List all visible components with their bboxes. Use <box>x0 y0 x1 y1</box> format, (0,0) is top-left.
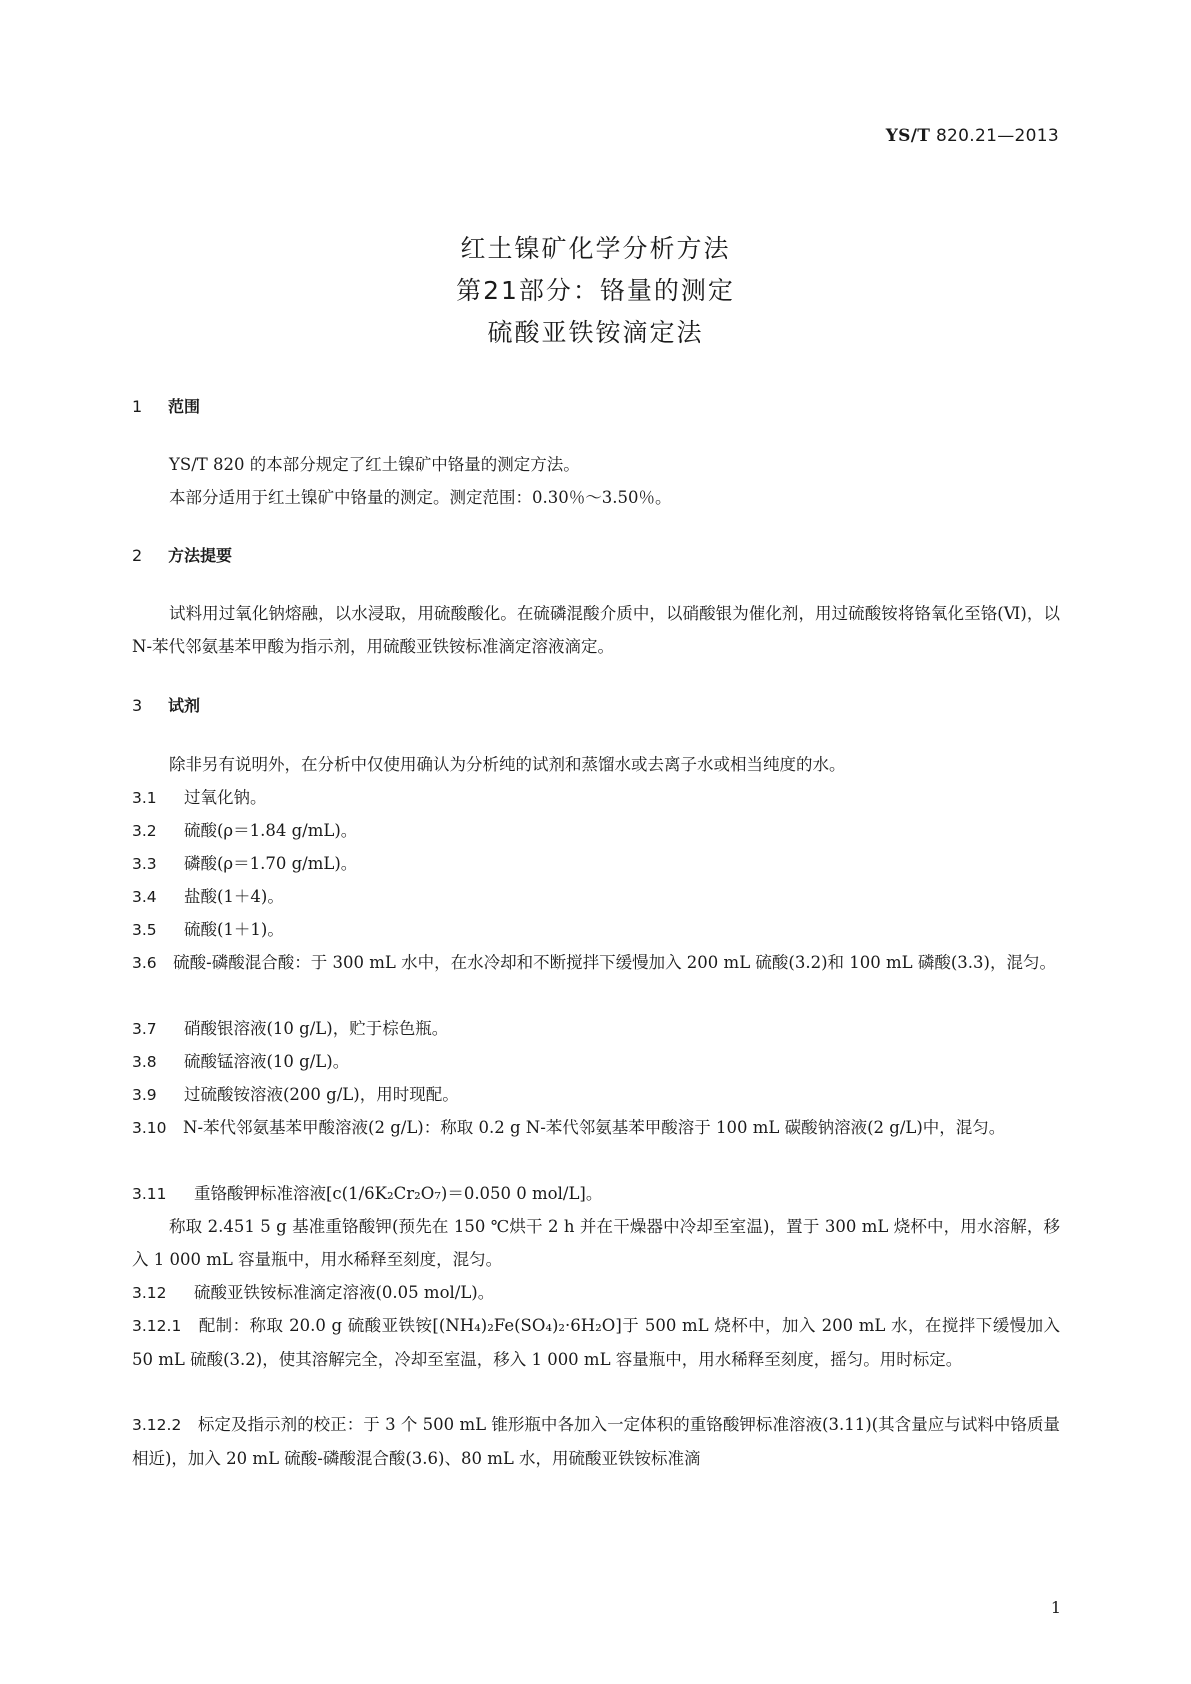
list-item: 3.2 硫酸(ρ＝1.84 g/mL)。 <box>132 821 358 840</box>
section-number: 3 <box>132 696 143 715</box>
section-number: 1 <box>132 397 143 416</box>
title-line-3: 硫酸亚铁铵滴定法 <box>487 318 704 347</box>
section-1-paragraph-1: YS/T 820 的本部分规定了红土镍矿中铬量的测定方法。 <box>169 455 580 474</box>
list-item: 3.8 硫酸锰溶液(10 g/L)。 <box>132 1052 350 1071</box>
title-line-2: 第21部分：铬量的测定 <box>456 276 735 305</box>
section-2-paragraph: 试料用过氧化钠熔融，以水浸取，用硫酸酸化。在硫磷混酸介质中，以硝酸银为催化剂，用过硫酸铵将铬氧化至铬(Ⅵ)，以 N-苯代邻氨基苯甲酸为指示剂，用硫酸亚铁铵标准滴定溶液滴定。 <box>132 604 1060 656</box>
standard-code: 820.21—2013 <box>935 126 1059 146</box>
section-title: 试剂 <box>168 696 201 715</box>
section-1-heading <box>132 394 200 417</box>
section-title: 方法提要 <box>168 546 233 565</box>
page-number: 1 <box>1050 1598 1061 1617</box>
list-item: 3.10 N-苯代邻氨基苯甲酸溶液(2 g/L)：称取 0.2 g N-苯代邻氨基苯甲酸溶于 100 mL 碳酸钠溶液(2 g/L)中，混匀。 <box>132 1118 1006 1137</box>
section-number: 2 <box>132 546 143 565</box>
section-3-heading <box>132 693 200 716</box>
list-item: 3.11 重铬酸钾标准溶液[c(1/6K₂Cr₂O₇)＝0.050 0 mol/L]。 <box>132 1184 603 1203</box>
list-item: 3.5 硫酸(1＋1)。 <box>132 920 284 939</box>
list-item: 3.3 磷酸(ρ＝1.70 g/mL)。 <box>132 854 358 873</box>
list-item: 3.12 硫酸亚铁铵标准滴定溶液(0.05 mol/L)。 <box>132 1283 495 1302</box>
list-item: 3.12.1 配制：称取 20.0 g 硫酸亚铁铵[(NH₄)₂Fe(SO₄)₂·6H₂O]于 500 mL 烧杯中，加入 200 mL 水，在搅拌下缓慢加入 50 mL 硫酸(3.2)，使其溶解完全，冷却至室温，移入 1 000 mL 容量瓶中，用水稀释至刻度，摇匀。用时标定。 <box>132 1316 1061 1369</box>
standard-prefix: YS/T <box>885 126 931 146</box>
section-2-heading <box>132 543 232 566</box>
list-item: 3.7 硝酸银溶液(10 g/L)，贮于棕色瓶。 <box>132 1019 449 1038</box>
list-item: 3.4 盐酸(1＋4)。 <box>132 887 284 906</box>
list-item: 3.12.2 标定及指示剂的校正：于 3 个 500 mL 锥形瓶中各加入一定体积的重铬酸钾标准溶液(3.11)(其含量应与试料中铬质量相近)，加入 20 mL 硫酸-磷酸混合酸(3.6)、80 mL 水，用硫酸亚铁铵标准滴 <box>132 1415 1060 1468</box>
title-line-1: 红土镍矿化学分析方法 <box>460 234 731 263</box>
list-item: 3.9 过硫酸铵溶液(200 g/L)，用时现配。 <box>132 1085 459 1104</box>
section-title: 范围 <box>168 397 201 416</box>
list-item: 3.1 过氧化钠。 <box>132 788 267 807</box>
section-3-intro: 除非另有说明外，在分析中仅使用确认为分析纯的试剂和蒸馏水或去离子水或相当纯度的水。 <box>169 755 846 774</box>
list-item: 3.6 硫酸-磷酸混合酸：于 300 mL 水中，在水冷却和不断搅拌下缓慢加入 200 mL 硫酸(3.2)和 100 mL 磷酸(3.3)，混匀。 <box>132 953 1056 972</box>
section-1-paragraph-2: 本部分适用于红土镍矿中铬量的测定。测定范围：0.30％～3.50％。 <box>169 488 672 507</box>
list-item: 称取 2.451 5 g 基准重铬酸钾(预先在 150 ℃烘干 2 h 并在干燥器中冷却至室温)，置于 300 mL 烧杯中，用水溶解，移入 1 000 mL 容量瓶中，用水稀释至刻度，混匀。 <box>132 1217 1060 1269</box>
document-title <box>0 228 1191 354</box>
standard-number <box>886 126 1059 146</box>
